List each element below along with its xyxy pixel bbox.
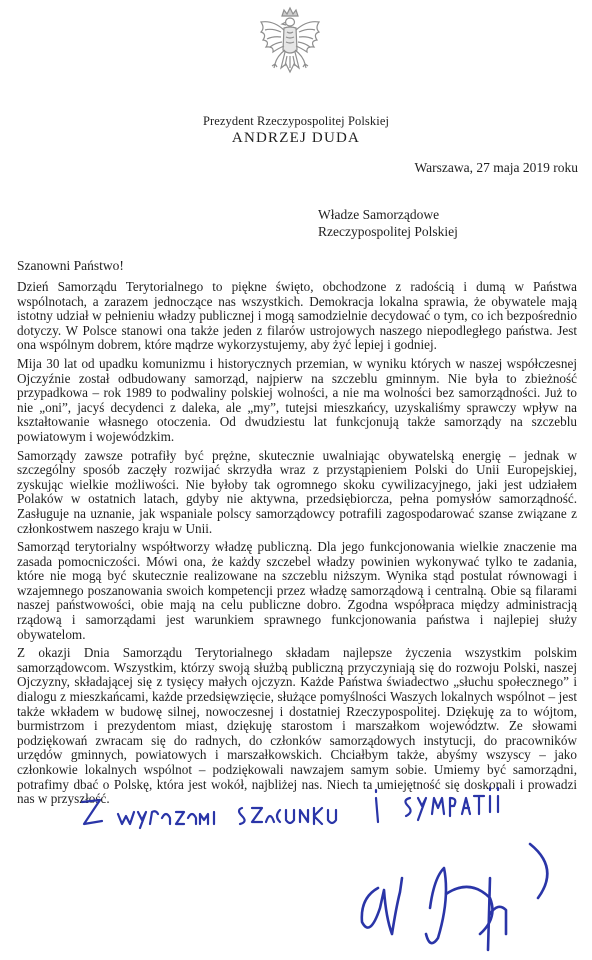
recipient-line-1: Władze Samorządowe <box>318 207 440 222</box>
date-line: Warszawa, 27 maja 2019 roku <box>414 160 578 175</box>
sender-title: Prezydent Rzeczypospolitej Polskiej <box>202 114 390 128</box>
body-paragraph: Z okazji Dnia Samorządu Terytorialnego składam najlepsze życzenia wszystkim polskim samorządowcom. Wszystkim, którzy swoją służbą publiczną przyczyniają się do rozwoju Polski, naszej Ojczyzny, składającej się z tysięcy małych ojczyzn. Każde Państwa świadectwo „słuchu społecznego” i dialogu z mieszkańcami, każde przedsięwzięcie, służące pomyślności Waszych lokalnych wspólnot – jest także wkładem w budowę silnej, nowoczesnej i dostatniej Rzeczypospolitej. Dziękuję za to wójtom, burmistrzom i prezydentom miast, dziękuję starostom i marszałkom województw. Ze słowami podziękowań zwracam się do radnych, do członków samorządowych instytucji, do pracowników urzędów gminnych, powiatowych i marszałkowskich. Chciałbym także, abyśmy wszyscy – jako członkowie lokalnych wspólnot – podziękowali nawzajem samym sobie. Umiemy być samorządni, potrafimy dbać o Polskę, która jest wokół, najbliżej nas. Niech ta umiejętność się doskonali i prowadzi nas w przyszłość. <box>17 645 577 807</box>
body-paragraph: Dzień Samorządu Terytorialnego to piękne święto, obchodzone z radością i dumą w Państwa wspólnotach, a zarazem jednoczące nas wszystkich. Demokracja lokalna sprawia, że obywatele mają istotny udział w pełnieniu władzy publicznej i mogą samodzielnie decydować o tym, co ich bezpośrednio dotyczy. W Polsce stanowi ona także jeden z filarów ustrojowych naszego niepodległego państwa. Jest ona wspólnym dobrem, które mądrze wykorzystujemy, aby żyć lepiej i godniej. <box>17 279 577 353</box>
polish-eagle-emblem-icon <box>255 6 325 90</box>
letter-body <box>17 280 577 811</box>
salutation: Szanowni Państwo! <box>17 258 124 273</box>
recipient-block <box>318 206 458 240</box>
handwritten-signature-icon <box>330 838 570 958</box>
recipient-line-2: Rzeczypospolitej Polskiej <box>318 224 458 239</box>
body-paragraph: Samorząd terytorialny współtworzy władzę publiczną. Dla jego funkcjonowania wielkie znaczenie ma zasada pomocniczości. Mówi ona, że każdy szczebel władzy powinien wykonywać tylko te zadania, które nie mogą być skutecznie realizowane na szczeblu niższym. Wynika stąd postulat równowagi i wzajemnego poszanowania swoich kompetencji przez władzę samorządową i centralną. Obie są filarami naszej państwowości, obie mają na celu publiczne dobro. Zgodna współpraca między administracją rządową i samorządami jest warunkiem sprawnego funkcjonowania państwa i najlepiej służy obywatelom. <box>17 539 577 642</box>
body-paragraph: Mija 30 lat od upadku komunizmu i historycznych przemian, w wyniku których w naszej współczesnej Ojczyźnie został odbudowany samorząd, najpierw na szczeblu gminnym. Nie była to zbieżność przypadkowa – rok 1989 to podwaliny polskiej wolności, a nie ma wolności bez samorządności. Już to nie „oni”, jacyś decydenci z daleka, ale „my”, tutejsi mieszkańcy, uzyskaliśmy sprawczy wpływ na kształtowanie własnego otoczenia. Od dwudziestu lat funkcjonują także samorządy na szczeblu powiatowym i wojewódzkim. <box>17 355 577 444</box>
body-paragraph: Samorządy zawsze potrafiły być prężne, skutecznie uwalniając obywatelską energię – jednak w szczególny sposób zaczęły rozwijać skrzydła wraz z przystąpieniem Polski do Unii Europejskiej, zyskując wielkie możliwości. Nie byłoby tak ogromnego skoku cywilizacyjnego, jaki jest udziałem Polaków w ostatnich latach, gdyby nie aktywna, przedsiębiorcza, pełna pomysłów samorządność. Zasługuje na uznanie, jak wspaniale polscy samorządowcy potrafili zagospodarować szanse związane z członkostwem naszego kraju w Unii. <box>17 447 577 536</box>
handwritten-closing <box>80 784 540 836</box>
sender-name: ANDRZEJ DUDA <box>231 130 361 146</box>
